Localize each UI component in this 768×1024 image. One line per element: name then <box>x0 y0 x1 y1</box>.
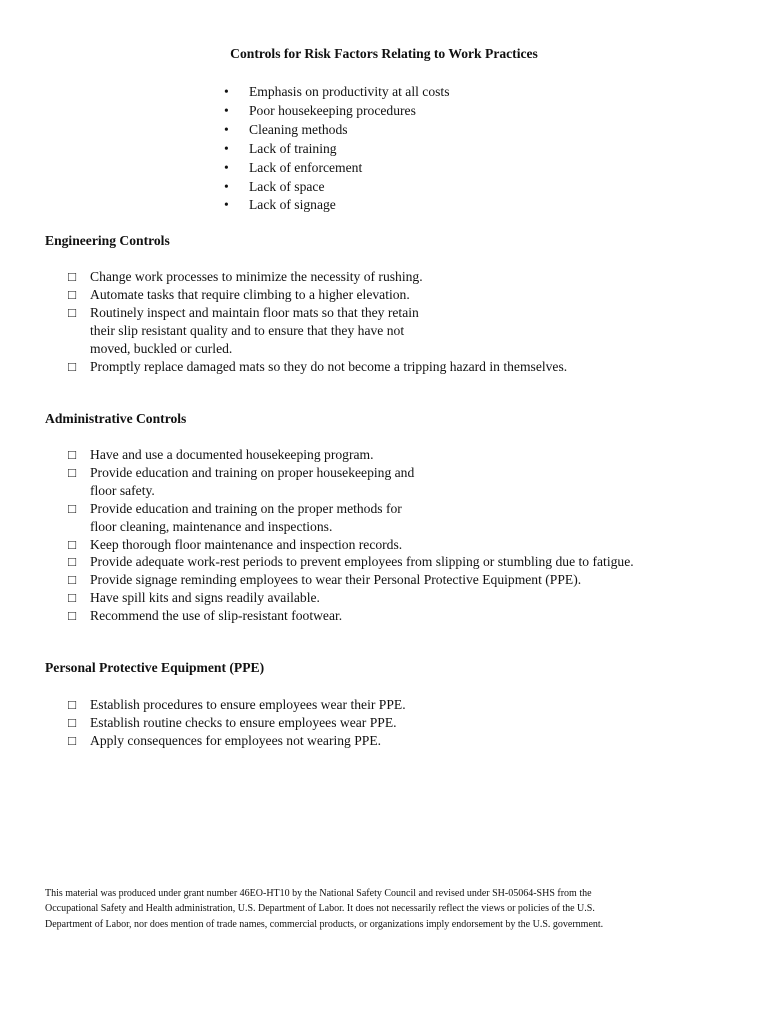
ppe-list <box>68 696 406 750</box>
risk-factor-text: Lack of training <box>249 140 337 156</box>
bullet-icon: • <box>224 197 229 213</box>
checkbox-icon: □ <box>68 554 77 570</box>
risk-factor-text: Lack of space <box>249 178 325 194</box>
checklist-item-text: Automate tasks that require climbing to a higher elevation. <box>90 286 410 302</box>
checklist-item <box>68 553 634 571</box>
checklist-item <box>68 607 634 625</box>
engineering-heading: Engineering Controls <box>45 233 170 248</box>
checklist-item <box>68 571 634 589</box>
checklist-item <box>68 286 567 304</box>
bullet-icon: • <box>224 140 229 156</box>
checkbox-icon: □ <box>68 590 77 606</box>
checklist-item <box>68 696 406 714</box>
risk-factor-item <box>224 102 449 121</box>
bullet-icon: • <box>224 84 229 99</box>
checklist-item <box>68 358 567 376</box>
checkbox-icon: □ <box>68 447 77 462</box>
checklist-item-text: floor cleaning, maintenance and inspections. <box>90 518 333 534</box>
checklist-item-text: Routinely inspect and maintain floor mats so that they retain <box>90 304 419 320</box>
checklist-item-text: their slip resistant quality and to ensure that they have not <box>90 322 405 338</box>
risk-factor-item <box>224 140 449 159</box>
risk-factor-text: Cleaning methods <box>249 121 348 137</box>
checkbox-icon: □ <box>68 269 77 284</box>
footer-line: Occupational Safety and Health administration, U.S. Department of Labor. It does not necessarily reflect the views or policies of the U.S. <box>45 903 595 915</box>
risk-factor-text: Poor housekeeping procedures <box>249 102 416 118</box>
checkbox-icon: □ <box>68 572 77 588</box>
checklist-item-text: Provide signage reminding employees to wear their Personal Protective Equipment (PPE). <box>90 572 582 588</box>
risk-factor-item <box>224 178 449 197</box>
bullet-icon: • <box>224 121 229 137</box>
checklist-item-text: Have and use a documented housekeeping program. <box>90 447 374 462</box>
risk-factor-list <box>224 83 449 215</box>
checklist-item-text: Apply consequences for employees not wearing PPE. <box>90 732 382 748</box>
checklist-item <box>68 304 567 358</box>
checklist-item <box>68 446 634 464</box>
checkbox-icon: □ <box>68 358 77 374</box>
bullet-icon: • <box>224 159 229 175</box>
checklist-item-text: Change work processes to minimize the necessity of rushing. <box>90 269 423 284</box>
checklist-item-text: Provide education and training on the proper methods for <box>90 500 402 516</box>
checkbox-icon: □ <box>68 697 77 712</box>
checklist-item-text: Provide adequate work-rest periods to prevent employees from slipping or stumbling due to fatigue. <box>90 554 634 570</box>
checkbox-icon: □ <box>68 304 77 320</box>
risk-factor-item <box>224 121 449 140</box>
bullet-icon: • <box>224 178 229 194</box>
risk-factor-item <box>224 83 449 102</box>
checklist-item-text: Provide education and training on proper housekeeping and <box>90 464 415 480</box>
footer-disclaimer <box>45 886 735 932</box>
checklist-item <box>68 464 634 500</box>
checklist-item <box>68 536 634 554</box>
engineering-list <box>68 268 567 375</box>
risk-factor-item <box>224 159 449 178</box>
checklist-item <box>68 714 406 732</box>
administrative-list <box>68 446 634 625</box>
risk-factor-item <box>224 196 449 215</box>
checkbox-icon: □ <box>68 286 77 302</box>
footer-line: Department of Labor, nor does mention of trade names, commercial products, or organizations imply endorsement by the U.S. government. <box>45 918 604 930</box>
checklist-item-text: floor safety. <box>90 482 155 498</box>
checkbox-icon: □ <box>68 464 77 480</box>
checkbox-icon: □ <box>68 732 77 748</box>
checkbox-icon: □ <box>68 714 77 730</box>
checklist-item-text: Recommend the use of slip-resistant footwear. <box>90 608 343 624</box>
checkbox-icon: □ <box>68 536 77 552</box>
bullet-icon: • <box>224 102 229 118</box>
checklist-item <box>68 268 567 286</box>
footer-line: This material was produced under grant number 46EO-HT10 by the National Safety Council and revised under SH-05064-SHS from the <box>45 888 592 899</box>
checklist-item-text: Establish routine checks to ensure employees wear PPE. <box>90 714 397 730</box>
checklist-item-text: Have spill kits and signs readily available. <box>90 590 320 606</box>
checklist-item-text: Establish procedures to ensure employees wear their PPE. <box>90 697 406 712</box>
checklist-item-text: Promptly replace damaged mats so they do not become a tripping hazard in themselves. <box>90 358 568 374</box>
checklist-item-text: moved, buckled or curled. <box>90 340 233 356</box>
checklist-item <box>68 500 634 536</box>
page-title: Controls for Risk Factors Relating to Work Practices <box>230 46 538 61</box>
checklist-item <box>68 589 634 607</box>
ppe-heading: Personal Protective Equipment (PPE) <box>45 660 265 675</box>
risk-factor-text: Lack of enforcement <box>249 159 363 175</box>
risk-factor-text: Emphasis on productivity at all costs <box>249 84 450 99</box>
checkbox-icon: □ <box>68 608 77 624</box>
checkbox-icon: □ <box>68 500 77 516</box>
checklist-item-text: Keep thorough floor maintenance and inspection records. <box>90 536 403 552</box>
risk-factor-text: Lack of signage <box>249 197 336 213</box>
checklist-item <box>68 732 406 750</box>
administrative-heading: Administrative Controls <box>45 411 187 426</box>
